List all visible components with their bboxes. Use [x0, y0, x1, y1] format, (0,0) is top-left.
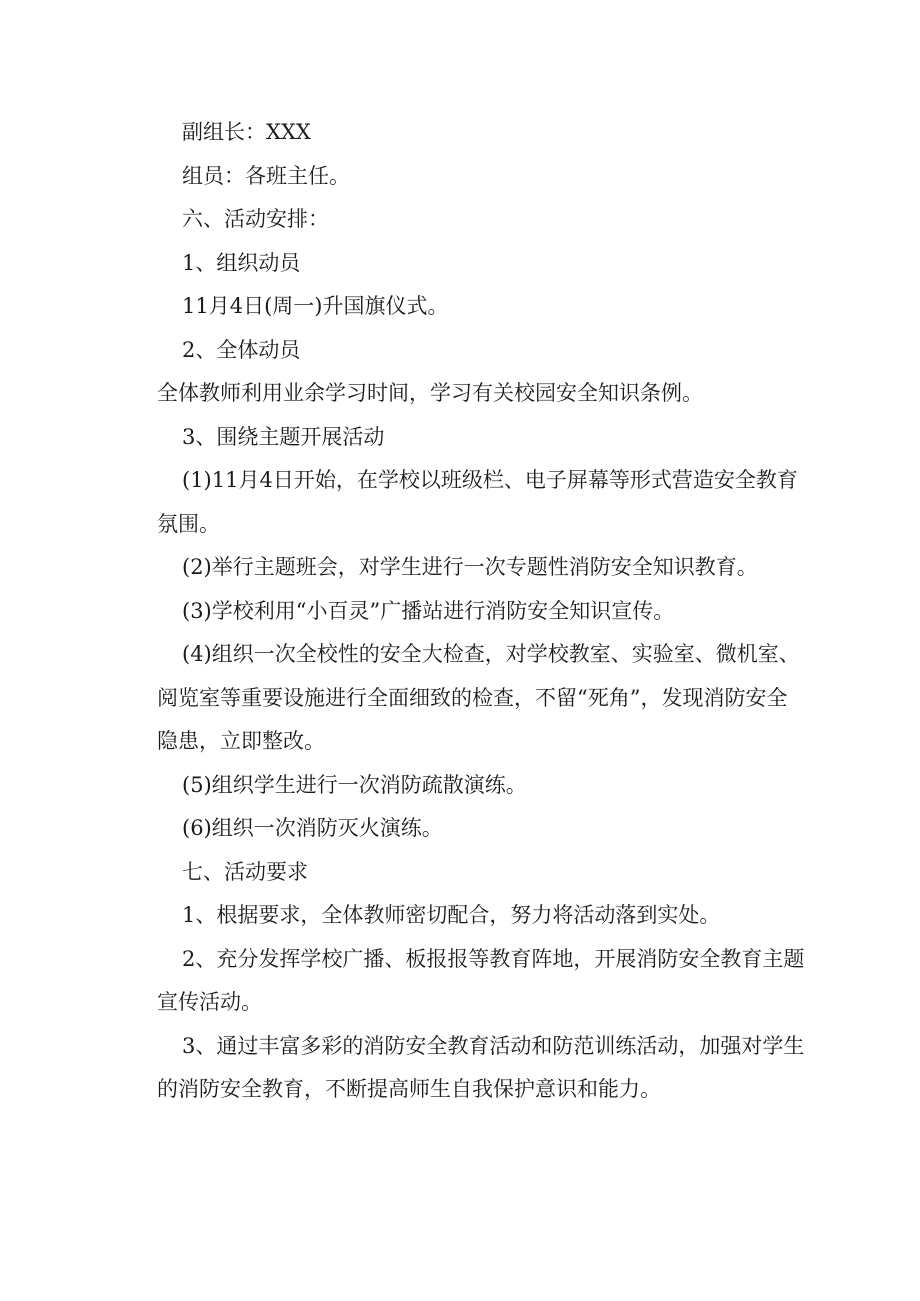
item-1-body: 11月4日(周一)升国旗仪式。 [182, 294, 449, 318]
requirement-3: 3、通过丰富多彩的消防安全教育活动和防范训练活动，加强对学生的消防安全教育，不断提高师生自我保护意识和能力。 [157, 1033, 805, 1101]
section-7-heading: 七、活动要求 [182, 859, 308, 884]
members-line: 组员：各班主任。 [182, 163, 350, 188]
requirement-1: 1、根据要求，全体教师密切配合，努力将活动落到实处。 [182, 903, 721, 927]
item-1-heading: 1、组织动员 [182, 250, 301, 275]
document-body [157, 111, 807, 1112]
section-6-heading: 六、活动安排： [182, 207, 329, 231]
item-3-sub-4: (4)组织一次全校性的安全大检查，对学校教室、实验室、微机室、阅览室等重要设施进行全面细致的检查，不留“死角”，发现消防安全隐患，立即整改。 [157, 642, 800, 753]
item-3-sub-1: (1)11月4日开始，在学校以班级栏、电子屏幕等形式营造安全教育氛围。 [157, 468, 798, 536]
vice-leader-line: 副组长：XXX [182, 120, 311, 144]
item-3-sub-5: (5)组织学生进行一次消防疏散演练。 [182, 772, 527, 797]
item-3-sub-6: (6)组织一次消防灭火演练。 [182, 816, 443, 840]
item-3-sub-3: (3)学校利用“小百灵”广播站进行消防安全知识宣传。 [182, 598, 675, 623]
item-2-heading: 2、全体动员 [182, 337, 301, 362]
item-3-sub-2: (2)举行主题班会，对学生进行一次专题性消防安全知识教育。 [182, 555, 758, 579]
item-3-heading: 3、围绕主题开展活动 [182, 424, 385, 449]
item-2-body: 全体教师利用业余学习时间，学习有关校园安全知识条例。 [157, 381, 703, 405]
requirement-2: 2、充分发挥学校广播、板报报等教育阵地，开展消防安全教育主题宣传活动。 [157, 946, 805, 1014]
